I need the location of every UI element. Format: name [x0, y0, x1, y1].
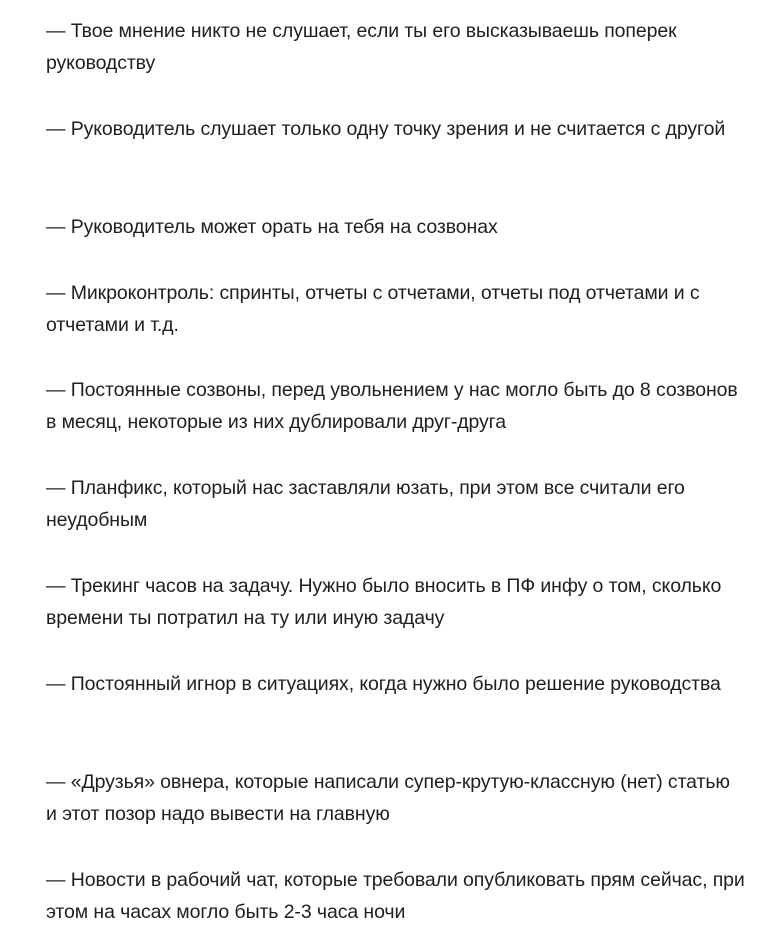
list-item: — Руководитель слушает только одну точку зрения и не считается с другой: [46, 118, 726, 140]
list-item: — Трекинг часов на задачу. Нужно было вносить в ПФ инфу о том, сколько времени ты потратил на ту или иную задачу: [46, 575, 722, 629]
list-item: — Планфикс, который нас заставляли юзать, при этом все считали его неудобным: [46, 477, 685, 531]
list-item: — Постоянный игнор в ситуациях, когда нужно было решение руководства: [46, 673, 721, 695]
list-item: — Новости в рабочий чат, которые требовали опубликовать прям сейчас, при этом на часах могло быть 2-3 часа ночи: [46, 869, 745, 923]
list-item: — Микроконтроль: спринты, отчеты с отчетами, отчеты под отчетами и с отчетами и т.д.: [46, 282, 700, 336]
list-item: — Руководитель может орать на тебя на созвонах: [46, 216, 498, 238]
list-item: — «Друзья» овнера, которые написали супер-крутую-классную (нет) статью и этот позор надо вывести на главную: [46, 771, 730, 825]
list-item: — Постоянные созвоны, перед увольнением у нас могло быть до 8 созвонов в месяц, некоторые из них дублировали друг-друга: [46, 379, 738, 433]
list-item: — Твое мнение никто не слушает, если ты его высказываешь поперек руководству: [46, 20, 677, 74]
